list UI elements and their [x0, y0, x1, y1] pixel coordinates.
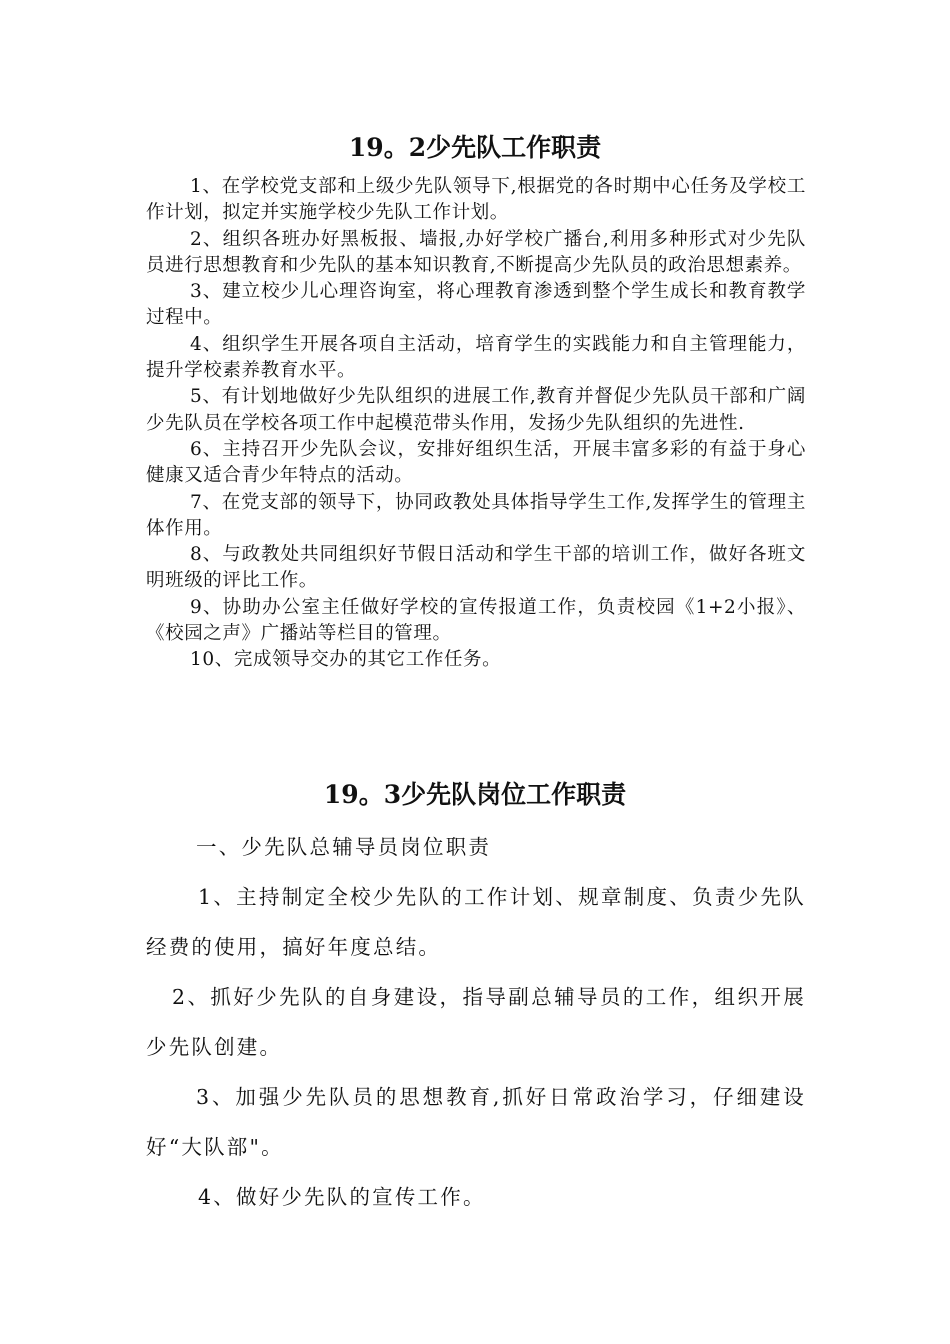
duty-item: 8、与政教处共同组织好节假日活动和学生干部的培训工作，做好各班文明班级的评比工作。 — [146, 544, 806, 592]
post-duty-item: 1、主持制定全校少先队的工作计划、规章制度、负责少先队经费的使用，搞好年度总结。 — [146, 885, 806, 959]
section-title-post-duties: 19。3少先队岗位工作职责 — [323, 780, 627, 809]
post-duty-item: 3、加强少先队员的思想教育,抓好日常政治学习，仔细建设好“大队部"。 — [146, 1085, 806, 1159]
duty-item: 7、在党支部的领导下，协同政教处具体指导学生工作,发挥学生的管理主体作用。 — [146, 491, 806, 539]
section-title-work-duties: 19。2少先队工作职责 — [348, 133, 602, 162]
post-duties-subtitle: 一、少先队总辅导员岗位职责 — [196, 835, 492, 859]
duty-item: 6、主持召开少先队会议，安排好组织生活，开展丰富多彩的有益于身心健康又适合青少年特点的活动。 — [146, 438, 806, 487]
duty-item: 4、组织学生开展各项自主活动，培育学生的实践能力和自主管理能力，提升学校素养教育水平。 — [146, 333, 806, 382]
post-duty-item: 2、抓好少先队的自身建设，指导副总辅导员的工作，组织开展少先队创建。 — [146, 985, 806, 1059]
duty-item: 10、完成领导交办的其它工作任务。 — [190, 649, 502, 671]
duty-item: 2、组织各班办好黑板报、墙报,办好学校广播台,利用多种形式对少先队员进行思想教育和少先队的基本知识教育,不断提高少先队员的政治思想素养。 — [146, 228, 806, 276]
duty-item: 9、协助办公室主任做好学校的宣传报道工作，负责校园《1+2小报》、《校园之声》广播站等栏目的管理。 — [146, 596, 806, 645]
post-duties-list — [146, 822, 806, 1222]
duty-item: 5、有计划地做好少先队组织的进展工作,教育并督促少先队员干部和广阔少先队员在学校各项工作中起模范带头作用，发扬少先队组织的先进性. — [146, 386, 806, 434]
duty-item: 1、在学校党支部和上级少先队领导下,根据党的各时期中心任务及学校工作计划，拟定并实施学校少先队工作计划。 — [146, 176, 806, 224]
post-duty-item: 4、做好少先队的宣传工作。 — [198, 1185, 486, 1209]
duty-item: 3、建立校少儿心理咨询室，将心理教育渗透到整个学生成长和教育教学过程中。 — [146, 281, 806, 329]
work-duties-list — [146, 174, 806, 674]
